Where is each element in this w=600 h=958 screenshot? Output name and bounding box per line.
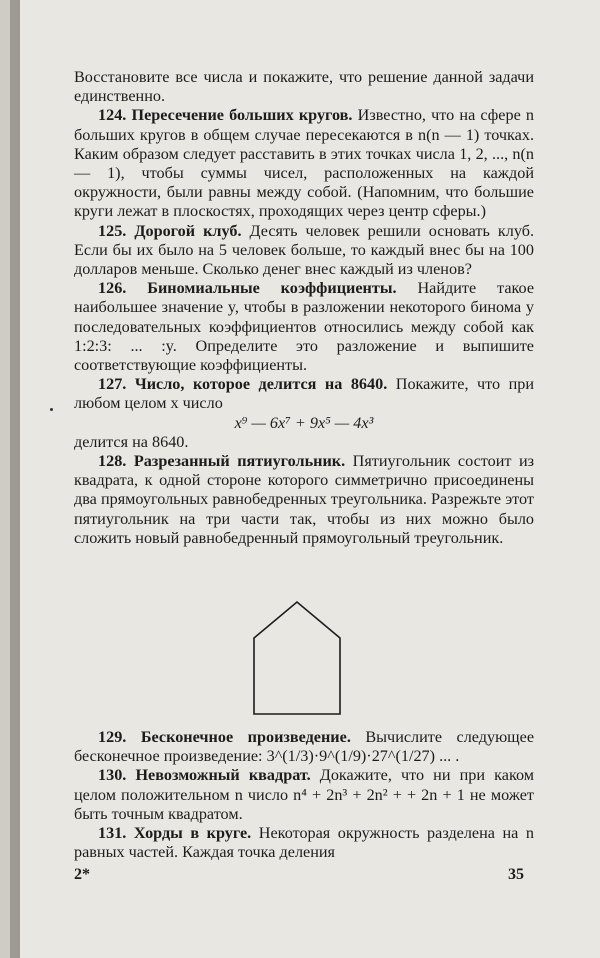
problem-title: Число, которое делится на 8640. <box>134 375 388 394</box>
problem-title: Разрезанный пятиугольник. <box>133 452 346 471</box>
page-edge <box>10 0 20 958</box>
text-block-bottom <box>74 728 534 862</box>
problem-title: Хорды в круге. <box>133 824 252 843</box>
pentagon-shape <box>254 602 340 714</box>
problem-number: 127. <box>98 375 127 394</box>
problem-title: Невозможный квадрат. <box>135 766 311 785</box>
problem-130 <box>74 766 534 824</box>
problem-number: 130. <box>98 766 127 785</box>
text-block-top <box>74 68 534 548</box>
problem-text: Пятиугольник состоит из квадрата, к одной стороне которого симметрично присоединены два прямоугольных равнобедренных треугольника. Разрежьте этот пятиугольник на три части так, чтобы из них можно было сложить новый равнобедренный прямоугольный треугольник. <box>74 452 535 547</box>
formula: x⁹ — 6x⁷ + 9x⁵ — 4x³ <box>234 413 374 432</box>
problem-number: 126. <box>98 279 127 298</box>
page-number: 35 <box>508 866 524 883</box>
problem-126 <box>74 279 534 375</box>
problem-127 <box>74 375 534 413</box>
problem-title: Пересечение больших кругов. <box>131 106 353 125</box>
problem-text: Известно, что на сфере n больших кругов в общем случае пересекаются в n(n — 1) точках. Каким образом следует расставить в этих точках числа 1, 2, ..., n(n — 1), чтобы суммы чисел, расположенных на каждой окружности, были равны между собой. (Напомним, что большие круги лежат в плоскостях, проходящих через центр сферы.) <box>74 106 535 221</box>
problem-title: Биномиальные коэффициенты. <box>147 279 397 298</box>
speck <box>50 408 53 411</box>
problem-text: Найдите такое наибольшее значение y, чтобы в разложении некоторого бинома y последовательных коэффициентов относились между собой как 1:2:3: ... :y. Определите это разложение и выпишите соответствующие коэффициенты. <box>74 279 535 375</box>
problem-124 <box>74 106 534 221</box>
problem-text: Вычислите следующее бесконечное произведение: 3^(1/3)·9^(1/9)·27^(1/27) ... . <box>74 728 535 766</box>
problem-text: Покажите, что при любом целом x число <box>74 375 534 413</box>
problem-number: 131. <box>98 824 127 843</box>
book-page <box>10 0 600 958</box>
problem-129 <box>74 728 534 766</box>
intro-paragraph: Восстановите все числа и покажите, что решение данной задачи единственно. <box>74 68 534 106</box>
problem-number: 128. <box>98 452 127 471</box>
problem-131 <box>74 824 534 862</box>
pentagon-figure <box>242 600 352 716</box>
problem-text: Докажите, что ни при каком целом положительном n число n⁴ + 2n³ + 2n² + + 2n + 1 не может быть точным квадратом. <box>74 766 535 823</box>
problem-number: 125. <box>98 221 127 240</box>
problem-title: Дорогой клуб. <box>134 221 242 240</box>
problem-title: Бесконечное произведение. <box>140 728 351 746</box>
problem-text: Некоторая окружность разделена на n равных частей. Каждая точка деления <box>74 824 535 862</box>
problem-127-continuation: делится на 8640. <box>74 432 189 451</box>
problem-number: 129. <box>98 728 127 746</box>
problem-text: Десять человек решили основать клуб. Если бы их было на 5 человек больше, то каждый внес бы на 100 долларов меньше. Сколько денег внес каждый из членов? <box>74 221 535 279</box>
problem-125 <box>74 222 534 280</box>
problem-number: 124. <box>98 106 127 125</box>
problem-128 <box>74 452 534 548</box>
signature-mark: 2* <box>74 866 90 883</box>
